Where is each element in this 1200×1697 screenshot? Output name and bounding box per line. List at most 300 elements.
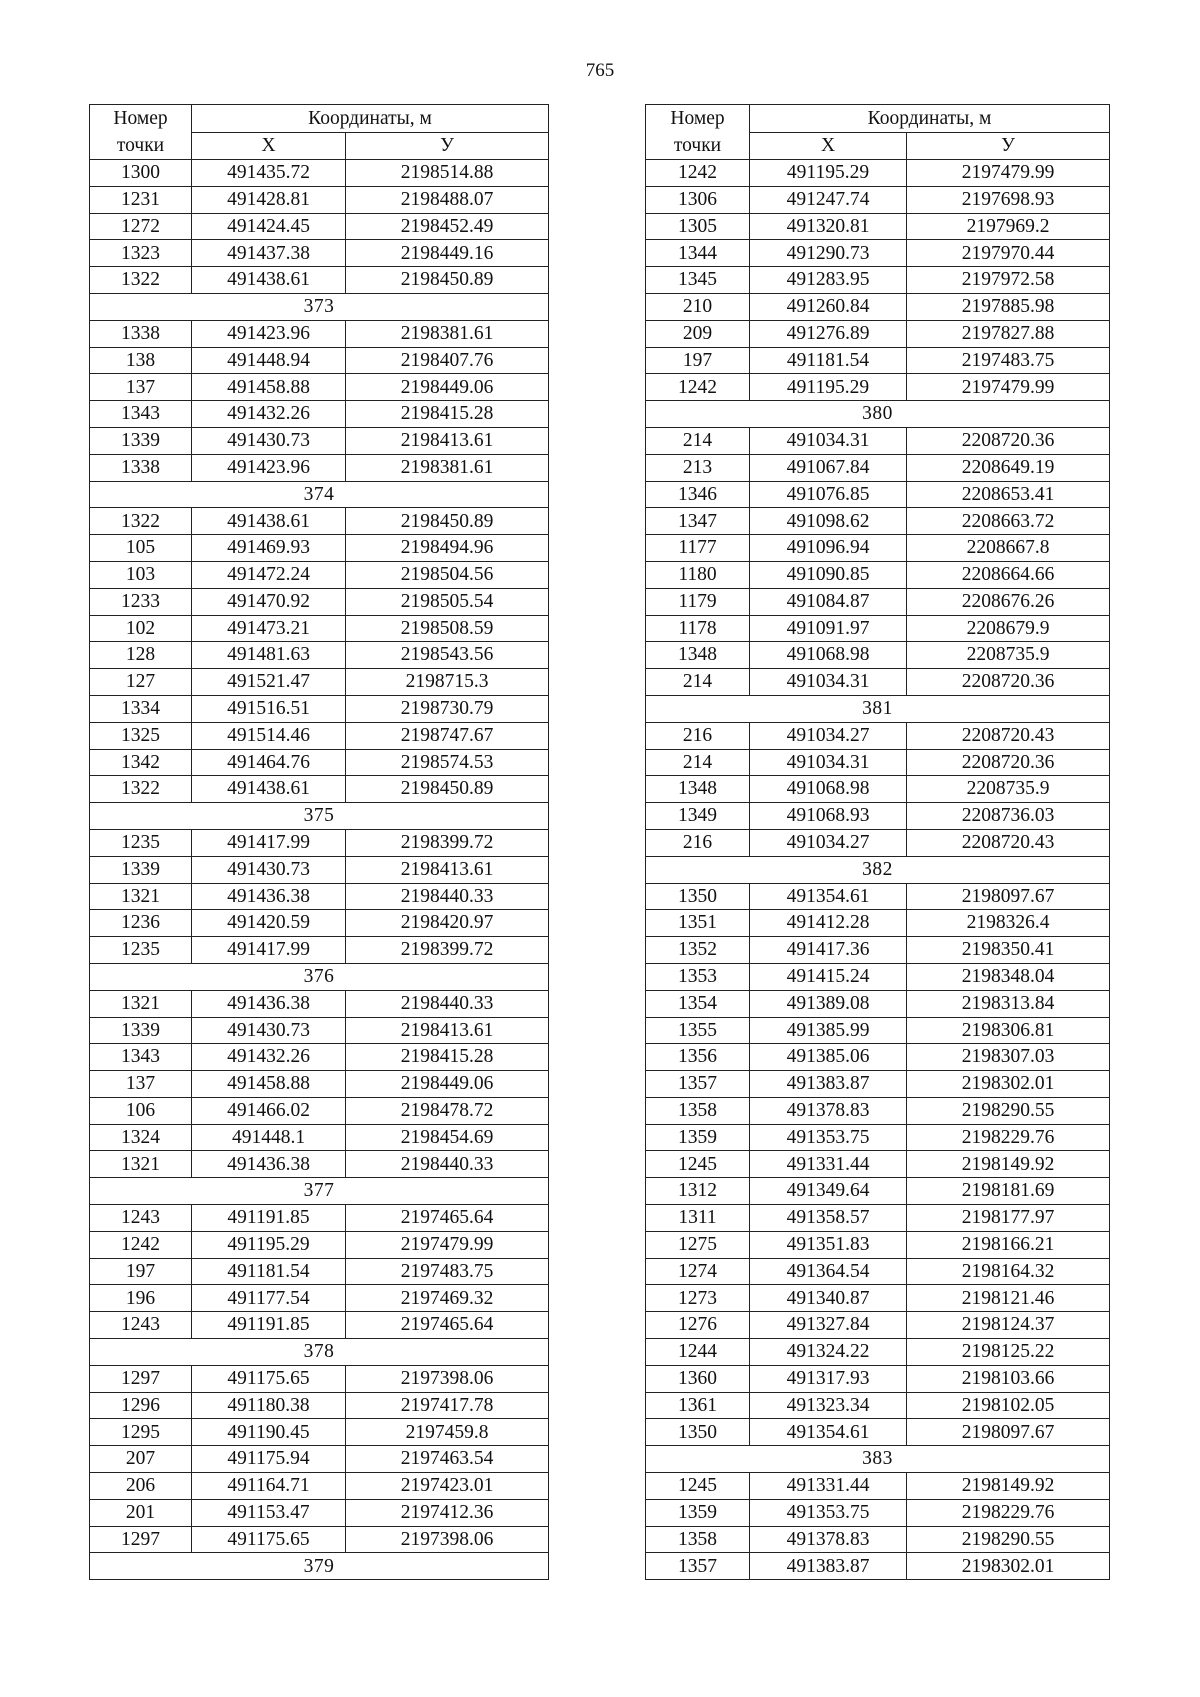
table-row (646, 910, 1110, 937)
table-row (90, 669, 549, 696)
point-number-cell: 1321 (90, 990, 192, 1017)
point-number-cell: 1300 (90, 160, 192, 187)
table-row (90, 695, 549, 722)
x-coordinate-cell: 491177.54 (192, 1285, 346, 1312)
y-coordinate-cell: 2208720.43 (907, 829, 1110, 856)
table-row (646, 1553, 1110, 1580)
y-coordinate-cell: 2198450.89 (346, 776, 549, 803)
table-row (90, 1312, 549, 1339)
table-row (646, 427, 1110, 454)
table-row (90, 1124, 549, 1151)
y-coordinate-cell: 2208720.36 (907, 749, 1110, 776)
table-row (90, 1392, 549, 1419)
x-coordinate-cell: 491469.93 (192, 535, 346, 562)
x-coordinate-cell: 491389.08 (750, 990, 907, 1017)
y-coordinate-cell: 2208676.26 (907, 588, 1110, 615)
y-coordinate-cell: 2198097.67 (907, 1419, 1110, 1446)
point-number-cell: 1321 (90, 1151, 192, 1178)
x-coordinate-cell: 491195.29 (750, 374, 907, 401)
table-row (646, 1124, 1110, 1151)
x-coordinate-cell: 491437.38 (192, 240, 346, 267)
y-coordinate-cell: 2198124.37 (907, 1312, 1110, 1339)
point-number-cell: 1345 (646, 267, 750, 294)
y-coordinate-cell: 2197479.99 (907, 160, 1110, 187)
x-coordinate-cell: 491320.81 (750, 213, 907, 240)
point-number-cell: 201 (90, 1499, 192, 1526)
x-coordinate-cell: 491331.44 (750, 1151, 907, 1178)
y-coordinate-cell: 2197483.75 (907, 347, 1110, 374)
table-row (646, 374, 1110, 401)
table-row (90, 427, 549, 454)
point-number-cell: 1297 (90, 1526, 192, 1553)
y-coordinate-cell: 2198097.67 (907, 883, 1110, 910)
y-coordinate-cell: 2198306.81 (907, 1017, 1110, 1044)
parcel-group-row (646, 695, 1110, 722)
x-coordinate-cell: 491458.88 (192, 374, 346, 401)
x-coordinate-cell: 491260.84 (750, 293, 907, 320)
point-number-cell: 214 (646, 427, 750, 454)
point-number-cell: 1235 (90, 937, 192, 964)
point-number-cell: 207 (90, 1446, 192, 1473)
table-row (90, 1419, 549, 1446)
table-row (90, 856, 549, 883)
table-row (646, 1258, 1110, 1285)
point-number-cell: 1339 (90, 856, 192, 883)
table-row (646, 1231, 1110, 1258)
x-coordinate-cell: 491034.27 (750, 829, 907, 856)
x-coordinate-cell: 491180.38 (192, 1392, 346, 1419)
y-coordinate-cell: 2208736.03 (907, 803, 1110, 830)
table-row (90, 1151, 549, 1178)
table-row (646, 267, 1110, 294)
table-row (90, 1071, 549, 1098)
table-row (90, 1473, 549, 1500)
y-coordinate-cell: 2197469.32 (346, 1285, 549, 1312)
x-coordinate-cell: 491458.88 (192, 1071, 346, 1098)
y-coordinate-cell: 2198449.06 (346, 374, 549, 401)
point-number-cell: 1244 (646, 1339, 750, 1366)
point-number-cell: 1350 (646, 883, 750, 910)
x-coordinate-cell: 491415.24 (750, 963, 907, 990)
x-coordinate-cell: 491175.94 (192, 1446, 346, 1473)
table-row (90, 535, 549, 562)
y-coordinate-cell: 2198449.06 (346, 1071, 549, 1098)
x-coordinate-cell: 491068.93 (750, 803, 907, 830)
x-coordinate-cell: 491098.62 (750, 508, 907, 535)
y-coordinate-cell: 2198407.76 (346, 347, 549, 374)
table-row (646, 1285, 1110, 1312)
table-row (90, 1205, 549, 1232)
table-row (90, 1446, 549, 1473)
point-number-cell: 1274 (646, 1258, 750, 1285)
table-row (646, 347, 1110, 374)
x-coordinate-cell: 491175.65 (192, 1365, 346, 1392)
point-number-header (646, 105, 750, 160)
x-coordinate-cell: 491195.29 (750, 160, 907, 187)
x-coordinate-cell: 491190.45 (192, 1419, 346, 1446)
y-coordinate-cell: 2198164.32 (907, 1258, 1110, 1285)
x-coordinate-cell: 491417.99 (192, 937, 346, 964)
table-row (90, 749, 549, 776)
parcel-number: 380 (646, 401, 1110, 428)
x-coordinate-cell: 491516.51 (192, 695, 346, 722)
table-row (90, 267, 549, 294)
table-row (90, 642, 549, 669)
table-row (90, 829, 549, 856)
y-coordinate-cell: 2198302.01 (907, 1553, 1110, 1580)
table-row (90, 454, 549, 481)
y-coordinate-cell: 2198440.33 (346, 883, 549, 910)
x-coordinate-cell: 491514.46 (192, 722, 346, 749)
point-number-cell: 214 (646, 749, 750, 776)
y-coordinate-cell: 2208663.72 (907, 508, 1110, 535)
table-row (646, 213, 1110, 240)
parcel-number: 373 (90, 293, 549, 320)
x-coordinate-cell: 491378.83 (750, 1097, 907, 1124)
x-coordinate-cell: 491417.99 (192, 829, 346, 856)
y-coordinate-cell: 2198488.07 (346, 186, 549, 213)
y-coordinate-cell: 2198440.33 (346, 990, 549, 1017)
x-coordinate-cell: 491423.96 (192, 320, 346, 347)
point-number-cell: 1321 (90, 883, 192, 910)
y-coordinate-cell: 2197698.93 (907, 186, 1110, 213)
table-row (90, 910, 549, 937)
x-coordinate-cell: 491175.65 (192, 1526, 346, 1553)
x-coordinate-cell: 491466.02 (192, 1097, 346, 1124)
table-header-row (646, 105, 1110, 133)
point-number-cell: 1275 (646, 1231, 750, 1258)
table-row (90, 1258, 549, 1285)
table-row (646, 508, 1110, 535)
y-coordinate-cell: 2198504.56 (346, 561, 549, 588)
point-number-cell: 1353 (646, 963, 750, 990)
point-number-cell: 196 (90, 1285, 192, 1312)
x-coordinate-cell: 491340.87 (750, 1285, 907, 1312)
point-number-cell: 1305 (646, 213, 750, 240)
y-coordinate-cell: 2197459.8 (346, 1419, 549, 1446)
point-number-header-line2: точки (673, 135, 722, 156)
y-coordinate-cell: 2198450.89 (346, 267, 549, 294)
x-coordinate-cell: 491283.95 (750, 267, 907, 294)
y-coordinate-cell: 2198543.56 (346, 642, 549, 669)
x-coordinate-cell: 491191.85 (192, 1312, 346, 1339)
point-number-cell: 213 (646, 454, 750, 481)
table-row (90, 240, 549, 267)
x-coordinate-cell: 491164.71 (192, 1473, 346, 1500)
table-row (90, 937, 549, 964)
point-number-cell: 1350 (646, 1419, 750, 1446)
table-row (90, 615, 549, 642)
table-row (646, 1178, 1110, 1205)
point-number-cell: 209 (646, 320, 750, 347)
x-coordinate-cell: 491423.96 (192, 454, 346, 481)
x-coordinate-cell: 491091.97 (750, 615, 907, 642)
table-row (646, 160, 1110, 187)
parcel-number: 381 (646, 695, 1110, 722)
parcel-group-row (646, 1446, 1110, 1473)
y-header: У (346, 132, 549, 160)
table-row (646, 186, 1110, 213)
page-number: 765 (585, 60, 615, 81)
point-number-cell: 1355 (646, 1017, 750, 1044)
table-row (90, 508, 549, 535)
point-number-cell: 128 (90, 642, 192, 669)
parcel-group-row (90, 1178, 549, 1205)
y-coordinate-cell: 2197885.98 (907, 293, 1110, 320)
y-coordinate-cell: 2198307.03 (907, 1044, 1110, 1071)
table-row (90, 160, 549, 187)
table-row (646, 1097, 1110, 1124)
point-number-cell: 1348 (646, 642, 750, 669)
x-coordinate-cell: 491385.99 (750, 1017, 907, 1044)
y-coordinate-cell: 2198505.54 (346, 588, 549, 615)
table-row (646, 829, 1110, 856)
table-row (646, 1071, 1110, 1098)
table-row (90, 374, 549, 401)
point-number-cell: 1334 (90, 695, 192, 722)
x-coordinate-cell: 491438.61 (192, 267, 346, 294)
parcel-group-row (90, 293, 549, 320)
point-number-cell: 1338 (90, 454, 192, 481)
table-row (646, 749, 1110, 776)
x-coordinate-cell: 491324.22 (750, 1339, 907, 1366)
point-number-cell: 137 (90, 374, 192, 401)
x-coordinate-cell: 491378.83 (750, 1526, 907, 1553)
table-row (90, 722, 549, 749)
y-coordinate-cell: 2198302.01 (907, 1071, 1110, 1098)
x-coordinate-cell: 491067.84 (750, 454, 907, 481)
x-coordinate-cell: 491436.38 (192, 1151, 346, 1178)
coordinates-table-right (645, 104, 1110, 1580)
x-coordinate-cell: 491472.24 (192, 561, 346, 588)
point-number-cell: 1236 (90, 910, 192, 937)
point-number-cell: 1235 (90, 829, 192, 856)
point-number-cell: 206 (90, 1473, 192, 1500)
y-coordinate-cell: 2198381.61 (346, 320, 549, 347)
y-coordinate-cell: 2197398.06 (346, 1526, 549, 1553)
table-row (646, 1392, 1110, 1419)
x-coordinate-cell: 491430.73 (192, 1017, 346, 1044)
point-number-header-line1: Номер (113, 108, 168, 129)
parcel-number: 374 (90, 481, 549, 508)
y-coordinate-cell: 2208653.41 (907, 481, 1110, 508)
point-number-cell: 1296 (90, 1392, 192, 1419)
y-coordinate-cell: 2208649.19 (907, 454, 1110, 481)
point-number-cell: 1359 (646, 1124, 750, 1151)
point-number-cell: 1339 (90, 1017, 192, 1044)
point-number-cell: 1324 (90, 1124, 192, 1151)
x-coordinate-cell: 491358.57 (750, 1205, 907, 1232)
y-coordinate-cell: 2198449.16 (346, 240, 549, 267)
x-coordinate-cell: 491438.61 (192, 776, 346, 803)
point-number-cell: 1338 (90, 320, 192, 347)
point-number-cell: 1344 (646, 240, 750, 267)
point-number-cell: 1295 (90, 1419, 192, 1446)
x-coordinate-cell: 491247.74 (750, 186, 907, 213)
table-row (646, 588, 1110, 615)
x-coordinate-cell: 491096.94 (750, 535, 907, 562)
point-number-cell: 1311 (646, 1205, 750, 1232)
x-coordinate-cell: 491276.89 (750, 320, 907, 347)
y-coordinate-cell: 2198730.79 (346, 695, 549, 722)
x-coordinate-cell: 491420.59 (192, 910, 346, 937)
point-number-header-line1: Номер (670, 108, 725, 129)
y-coordinate-cell: 2198494.96 (346, 535, 549, 562)
point-number-cell: 197 (90, 1258, 192, 1285)
point-number-cell: 216 (646, 829, 750, 856)
x-coordinate-cell: 491481.63 (192, 642, 346, 669)
table-row (646, 1419, 1110, 1446)
y-coordinate-cell: 2198177.97 (907, 1205, 1110, 1232)
table-row (646, 240, 1110, 267)
table-row (646, 937, 1110, 964)
x-coordinate-cell: 491354.61 (750, 883, 907, 910)
table-row (646, 320, 1110, 347)
table-body (646, 160, 1110, 1580)
x-coordinate-cell: 491435.72 (192, 160, 346, 187)
y-coordinate-cell: 2198415.28 (346, 401, 549, 428)
y-coordinate-cell: 2198125.22 (907, 1339, 1110, 1366)
x-coordinate-cell: 491353.75 (750, 1499, 907, 1526)
point-number-cell: 1347 (646, 508, 750, 535)
y-coordinate-cell: 2208679.9 (907, 615, 1110, 642)
y-coordinate-cell: 2197483.75 (346, 1258, 549, 1285)
table-row (90, 1285, 549, 1312)
x-coordinate-cell: 491383.87 (750, 1553, 907, 1580)
y-coordinate-cell: 2198440.33 (346, 1151, 549, 1178)
y-coordinate-cell: 2198747.67 (346, 722, 549, 749)
table-row (90, 1499, 549, 1526)
point-number-cell: 1177 (646, 535, 750, 562)
x-coordinate-cell: 491351.83 (750, 1231, 907, 1258)
point-number-cell: 1339 (90, 427, 192, 454)
x-coordinate-cell: 491448.94 (192, 347, 346, 374)
table-row (646, 1044, 1110, 1071)
table-row (646, 1365, 1110, 1392)
x-coordinate-cell: 491383.87 (750, 1071, 907, 1098)
point-number-header-line2: точки (116, 135, 165, 156)
x-coordinate-cell: 491084.87 (750, 588, 907, 615)
table-row (90, 1526, 549, 1553)
x-coordinate-cell: 491317.93 (750, 1365, 907, 1392)
point-number-cell: 1306 (646, 186, 750, 213)
coordinates-header: Координаты, м (750, 105, 1110, 133)
x-coordinate-cell: 491068.98 (750, 642, 907, 669)
x-coordinate-cell: 491430.73 (192, 856, 346, 883)
y-coordinate-cell: 2198149.92 (907, 1473, 1110, 1500)
parcel-group-row (646, 856, 1110, 883)
point-number-cell: 1357 (646, 1553, 750, 1580)
point-number-cell: 1358 (646, 1526, 750, 1553)
parcel-group-row (90, 1553, 549, 1580)
table-row (646, 293, 1110, 320)
table-row (646, 454, 1110, 481)
table-row (90, 347, 549, 374)
coordinates-header: Координаты, м (192, 105, 549, 133)
table-row (646, 642, 1110, 669)
table-row (90, 213, 549, 240)
y-coordinate-cell: 2197969.2 (907, 213, 1110, 240)
table-row (646, 1473, 1110, 1500)
table-row (646, 535, 1110, 562)
y-coordinate-cell: 2197463.54 (346, 1446, 549, 1473)
x-coordinate-cell: 491034.31 (750, 427, 907, 454)
point-number-cell: 1323 (90, 240, 192, 267)
table-row (646, 1205, 1110, 1232)
y-coordinate-cell: 2198399.72 (346, 937, 549, 964)
point-number-cell: 1242 (90, 1231, 192, 1258)
y-coordinate-cell: 2208667.8 (907, 535, 1110, 562)
point-number-cell: 1342 (90, 749, 192, 776)
point-number-cell: 1180 (646, 561, 750, 588)
x-coordinate-cell: 491068.98 (750, 776, 907, 803)
point-number-cell: 1297 (90, 1365, 192, 1392)
y-coordinate-cell: 2208735.9 (907, 776, 1110, 803)
parcel-number: 378 (90, 1339, 549, 1366)
y-coordinate-cell: 2198348.04 (907, 963, 1110, 990)
point-number-cell: 1322 (90, 267, 192, 294)
point-number-cell: 1276 (646, 1312, 750, 1339)
table-row (646, 481, 1110, 508)
table-row (646, 615, 1110, 642)
table-row (90, 883, 549, 910)
table-row (646, 1017, 1110, 1044)
table-row (90, 561, 549, 588)
y-coordinate-cell: 2208735.9 (907, 642, 1110, 669)
x-coordinate-cell: 491448.1 (192, 1124, 346, 1151)
point-number-cell: 1349 (646, 803, 750, 830)
point-number-cell: 1245 (646, 1151, 750, 1178)
y-coordinate-cell: 2198413.61 (346, 1017, 549, 1044)
x-coordinate-cell: 491412.28 (750, 910, 907, 937)
parcel-number: 375 (90, 803, 549, 830)
point-number-cell: 1312 (646, 1178, 750, 1205)
y-coordinate-cell: 2198413.61 (346, 427, 549, 454)
x-coordinate-cell: 491181.54 (750, 347, 907, 374)
parcel-group-row (90, 963, 549, 990)
x-coordinate-cell: 491436.38 (192, 883, 346, 910)
y-coordinate-cell: 2197465.64 (346, 1205, 549, 1232)
x-coordinate-cell: 491424.45 (192, 213, 346, 240)
point-number-cell: 137 (90, 1071, 192, 1098)
point-number-cell: 1325 (90, 722, 192, 749)
x-coordinate-cell: 491438.61 (192, 508, 346, 535)
y-coordinate-cell: 2197398.06 (346, 1365, 549, 1392)
y-coordinate-cell: 2197412.36 (346, 1499, 549, 1526)
table-row (90, 1017, 549, 1044)
y-coordinate-cell: 2197465.64 (346, 1312, 549, 1339)
y-coordinate-cell: 2208720.43 (907, 722, 1110, 749)
x-coordinate-cell: 491195.29 (192, 1231, 346, 1258)
x-coordinate-cell: 491417.36 (750, 937, 907, 964)
point-number-cell: 1351 (646, 910, 750, 937)
point-number-cell: 1242 (646, 374, 750, 401)
y-coordinate-cell: 2198290.55 (907, 1097, 1110, 1124)
point-number-cell: 1273 (646, 1285, 750, 1312)
y-coordinate-cell: 2197827.88 (907, 320, 1110, 347)
x-coordinate-cell: 491181.54 (192, 1258, 346, 1285)
point-number-cell: 1322 (90, 508, 192, 535)
point-number-cell: 1357 (646, 1071, 750, 1098)
y-coordinate-cell: 2198381.61 (346, 454, 549, 481)
x-coordinate-cell: 491470.92 (192, 588, 346, 615)
x-coordinate-cell: 491331.44 (750, 1473, 907, 1500)
point-number-cell: 1352 (646, 937, 750, 964)
point-number-cell: 214 (646, 669, 750, 696)
point-number-cell: 1243 (90, 1312, 192, 1339)
point-number-cell: 1272 (90, 213, 192, 240)
table-row (646, 669, 1110, 696)
